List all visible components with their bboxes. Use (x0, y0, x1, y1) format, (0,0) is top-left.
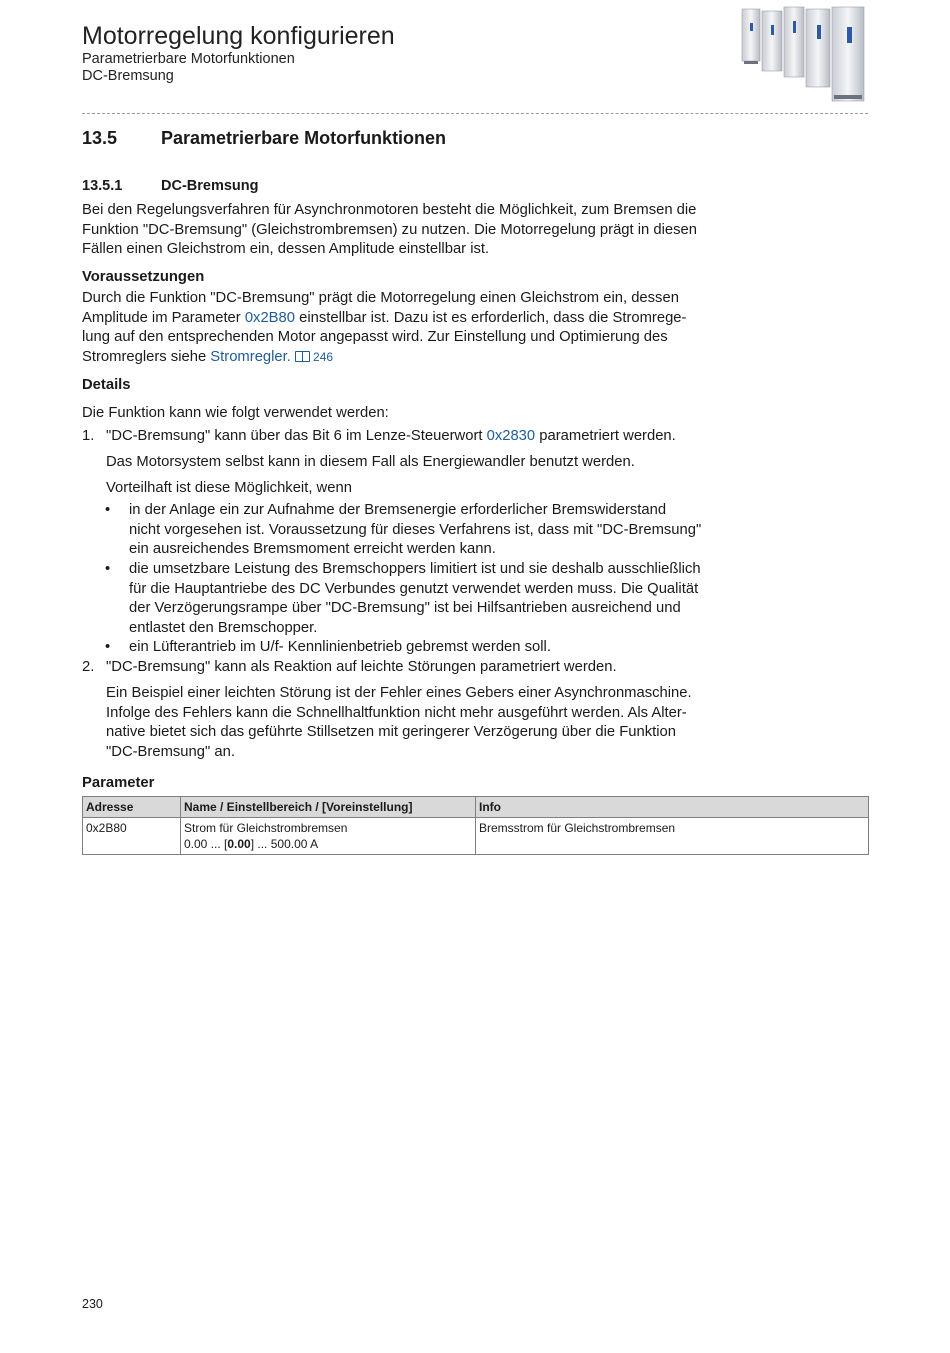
voraussetzungen-line: Durch die Funktion "DC-Bremsung" prägt die Motorregelung einen Gleichstrom ein, dessen (82, 290, 679, 306)
bullet-line: in der Anlage ein zur Aufnahme der Bremsenergie erforderlicher Bremswiderstand (129, 502, 667, 518)
list-item-paragraph: "DC-Bremsung" an. (106, 744, 235, 760)
parameter-name: Strom für Gleichstrombremsen (184, 821, 348, 835)
subsection-heading (82, 178, 258, 194)
list-item-paragraph: Vorteilhaft ist diese Möglichkeit, wenn (106, 480, 352, 496)
stromregler-link[interactable]: Stromregler. (210, 349, 291, 365)
text-fragment: Amplitude im Parameter (82, 310, 245, 326)
bullet-line: ein Lüfterantrieb im U/f- Kennlinienbetrieb gebremst werden soll. (129, 639, 551, 655)
cell-address: 0x2B80 (83, 818, 181, 855)
page-header-subtitle: Parametrierbare Motorfunktionen (82, 51, 295, 67)
list-number: 2. (82, 659, 95, 675)
column-header: Name / Einstellbereich / [Voreinstellung] (181, 797, 476, 818)
text-fragment: "DC-Bremsung" kann über das Bit 6 im Lenze-Steuerwort (106, 428, 487, 444)
details-intro: Die Funktion kann wie folgt verwendet werden: (82, 405, 389, 421)
list-item-paragraph: native bietet sich das geführte Stillsetzen mit geringerer Verzögerung über die Funktion (106, 724, 677, 740)
list-item-text (106, 427, 676, 447)
section-number: 13.5 (82, 128, 118, 148)
list-item-paragraph: Infolge des Fehlers kann die Schnellhaltfunktion nicht mehr ausgeführt werden. Als Alter- (106, 705, 687, 721)
parameter-link-0x2830[interactable]: 0x2830 (486, 428, 536, 444)
header-divider (82, 113, 868, 114)
text-fragment: 0.00 ... [ (184, 837, 228, 851)
cell-name (181, 818, 476, 855)
bullet-line: für die Hauptantriebe des DC Verbundes genutzt verwendet werden muss. Die Qualität (129, 581, 699, 597)
column-header: Adresse (83, 797, 181, 818)
book-icon (295, 351, 310, 362)
parameter-heading: Parameter (82, 775, 155, 791)
bullet-marker: • (105, 639, 111, 655)
subsection-title: DC-Bremsung (161, 178, 259, 194)
voraussetzungen-heading: Voraussetzungen (82, 269, 205, 285)
table-header-row (83, 797, 869, 818)
inverter-devices-image (740, 5, 868, 105)
voraussetzungen-line (82, 348, 722, 368)
bullet-line: der Verzögerungsrampe über "DC-Bremsung" ist bei Hilfsantrieben ausreichend und (129, 600, 681, 616)
section-title: Parametrierbare Motorfunktionen (161, 128, 447, 148)
bullet-line: nicht vorgesehen ist. Voraussetzung für dieses Verfahrens ist, dass mit "DC-Bremsung" (129, 522, 702, 538)
parameter-range (184, 836, 472, 852)
page-number: 230 (82, 1297, 103, 1311)
list-number: 1. (82, 428, 95, 444)
default-value: 0.00 (227, 837, 251, 851)
page-reference[interactable] (295, 350, 333, 364)
section-heading (82, 128, 446, 149)
voraussetzungen-line: lung auf den entsprechenden Motor angepasst wird. Zur Einstellung und Optimierung des (82, 329, 668, 345)
voraussetzungen-line (82, 309, 722, 329)
bullet-line: ein ausreichendes Bremsmoment erreicht werden kann. (129, 541, 496, 557)
page-header-subtitle-2: DC-Bremsung (82, 68, 174, 84)
intro-line: Fällen einen Gleichstrom ein, dessen Amplitude einstellbar ist. (82, 241, 490, 257)
text-fragment: parametriert werden. (535, 428, 676, 444)
table-row (83, 818, 869, 855)
bullet-line: die umsetzbare Leistung des Bremschoppers limitiert ist und sie deshalb ausschließlich (129, 561, 701, 577)
bullet-marker: • (105, 561, 111, 577)
cell-info: Bremsstrom für Gleichstrombremsen (476, 818, 869, 855)
text-fragment: Stromreglers siehe (82, 349, 211, 365)
bullet-line: entlastet den Bremschopper. (129, 620, 318, 636)
page-header-title: Motorregelung konfigurieren (82, 22, 395, 50)
column-header: Info (476, 797, 869, 818)
subsection-number: 13.5.1 (82, 178, 123, 194)
details-heading: Details (82, 377, 131, 393)
parameter-table (82, 796, 869, 855)
parameter-link-0x2B80[interactable]: 0x2B80 (244, 310, 296, 326)
page-reference-number: 246 (313, 350, 334, 364)
list-item-paragraph: Das Motorsystem selbst kann in diesem Fall als Energiewandler benutzt werden. (106, 454, 635, 470)
text-fragment: ] ... 500.00 A (250, 837, 319, 851)
bullet-marker: • (105, 502, 111, 518)
intro-line: Bei den Regelungsverfahren für Asynchronmotoren besteht die Möglichkeit, zum Bremsen die (82, 202, 697, 218)
text-fragment: einstellbar ist. Dazu ist es erforderlich, dass die Stromrege- (295, 310, 687, 326)
list-item-paragraph: Ein Beispiel einer leichten Störung ist der Fehler eines Gebers einer Asynchronmaschine. (106, 685, 692, 701)
intro-line: Funktion "DC-Bremsung" (Gleichstrombremsen) zu nutzen. Die Motorregelung prägt in diesen (82, 222, 697, 238)
list-item-text: "DC-Bremsung" kann als Reaktion auf leichte Störungen parametriert werden. (106, 659, 617, 675)
